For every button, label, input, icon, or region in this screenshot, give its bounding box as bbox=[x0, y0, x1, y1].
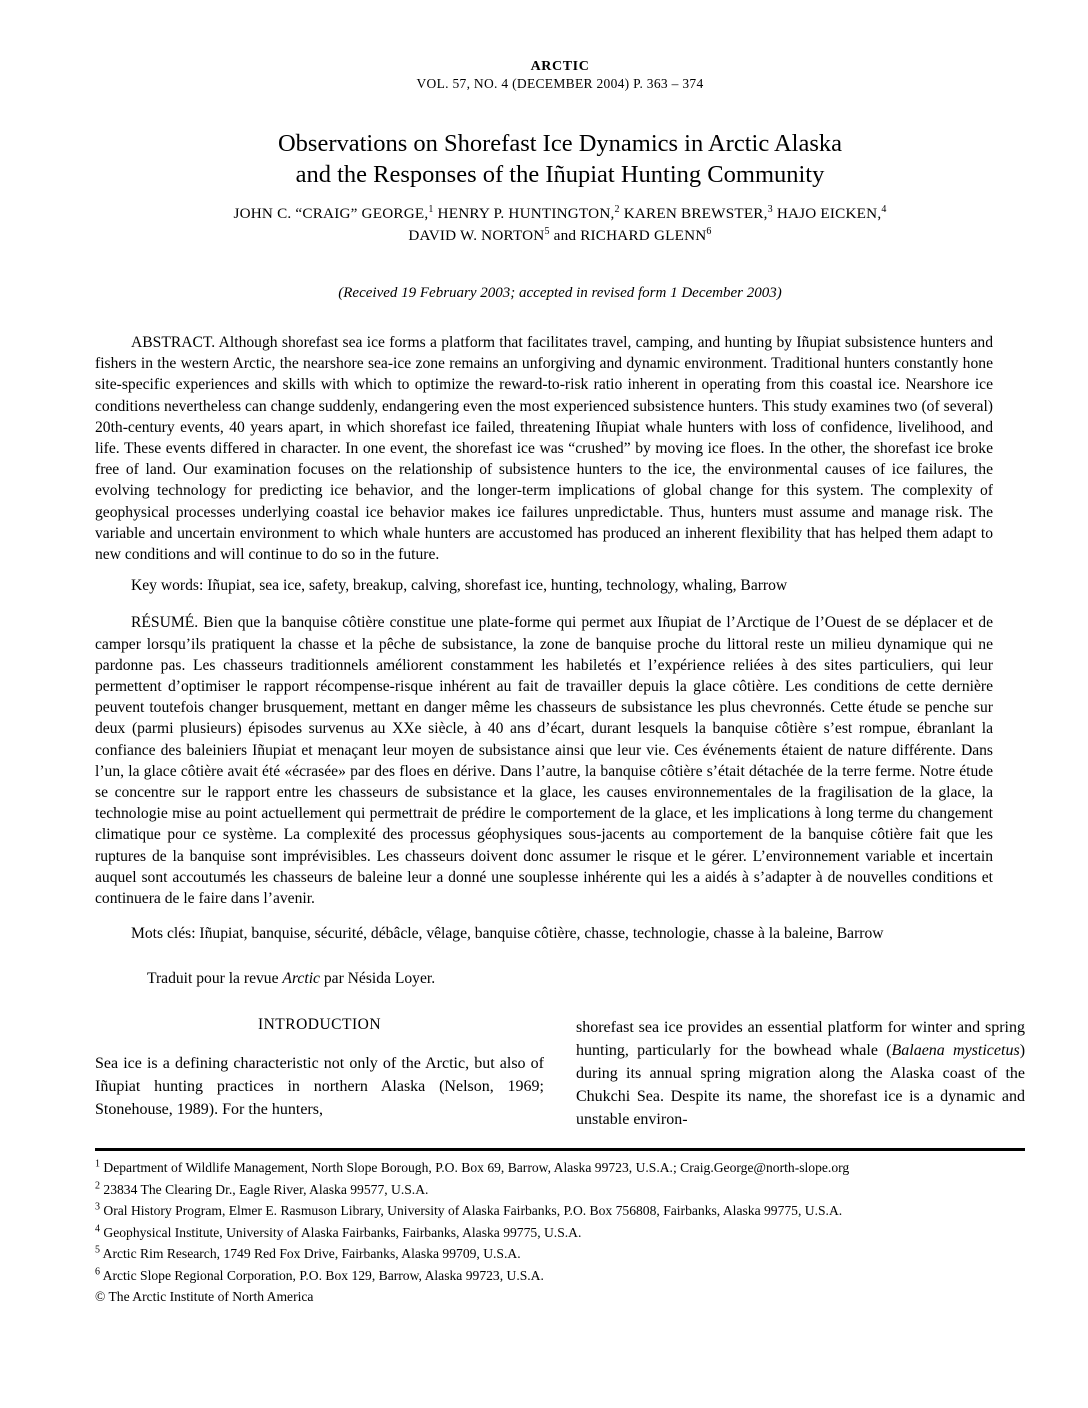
footnote-marker: 1 bbox=[95, 1158, 100, 1170]
footnote-text: Arctic Slope Regional Corporation, P.O. Box 129, Barrow, Alaska 99723, U.S.A. bbox=[100, 1267, 544, 1283]
left-column bbox=[95, 1016, 544, 1131]
footnote-marker: 6 bbox=[95, 1265, 100, 1277]
journal-issue-line: VOL. 57, NO. 4 (DECEMBER 2004) P. 363 – 374 bbox=[416, 76, 704, 91]
footnote-marker: 4 bbox=[95, 1223, 100, 1235]
keywords-line: Key words: Iñupiat, sea ice, safety, breakup, calving, shorefast ice, hunting, technology, whaling, Barrow bbox=[131, 577, 788, 595]
introduction-paragraph-left: Sea ice is a defining characteristic not only of the Arctic, but also of Iñupiat hunting practices in northern Alaska (Nelson, 1969; Stonehouse, 1989). For the hunters, bbox=[95, 1055, 544, 1119]
author-affiliation-marker: 5 bbox=[544, 225, 550, 237]
right-column bbox=[576, 1016, 1025, 1131]
footnote-affiliation bbox=[95, 1222, 1025, 1243]
mots-cles-line: Mots clés: Iñupiat, banquise, sécurité, débâcle, vêlage, banquise côtière, chasse, technologie, chasse à la baleine, Barrow bbox=[131, 925, 884, 943]
intro-right-post: ) during its annual spring migration along the Alaska coast of the Chukchi Sea. Despite its name, the shorefast ice is a dynamic and unstable environ- bbox=[576, 1042, 1026, 1129]
footnote-marker: 5 bbox=[95, 1244, 100, 1256]
footnote-divider-rule bbox=[95, 1148, 1025, 1151]
species-latin-name: Balaena mysticetus bbox=[891, 1042, 1020, 1060]
footnote-affiliation bbox=[95, 1265, 1025, 1286]
article-title bbox=[95, 128, 1025, 190]
author-affiliation-marker: 3 bbox=[767, 203, 773, 215]
introduction-paragraph-right bbox=[576, 1016, 1025, 1131]
footnote-text: Oral History Program, Elmer E. Rasmuson Library, University of Alaska Fairbanks, P.O. Box 756808, Fairbanks, Alaska 99775, U.S.A. bbox=[100, 1203, 843, 1219]
article-title-line2: and the Responses of the Iñupiat Hunting Community bbox=[295, 161, 825, 188]
translation-credit-journal: Arctic bbox=[282, 970, 320, 988]
author-affiliation-marker: 2 bbox=[614, 203, 620, 215]
article-title-line1: Observations on Shorefast Ice Dynamics in Arctic Alaska bbox=[277, 130, 843, 157]
author-name: DAVID W. NORTON bbox=[408, 227, 545, 244]
journal-header bbox=[95, 58, 1025, 92]
abstract-paragraph: ABSTRACT. Although shorefast sea ice forms a platform that facilitates travel, camping, and hunting by Iñupiat subsistence hunters and fishers in the western Arctic, the nearshore sea-ice zone remains an unforgiving and dynamic environment. Traditional hunters constantly hone site-specific experiences and skills with which to optimize the reward-to-risk ratio inherent in operating from this coastal ice. Nearshore ice conditions nevertheless can change suddenly, endangering even the most experienced subsistence hunters. This study examines two (of several) 20th-century events, 40 years apart, in which shorefast ice failed, threatening Iñupiat whale hunters with loss of confidence, livelihood, and life. These events differed in character. In one event, the shorefast ice was “crushed” by moving ice floes. In the other, the shorefast ice broke free of land. Our examination focuses on the relationship of subsistence hunters to the ice, the environmental causes of ice failures, the evolving technology for predicting ice behavior, and the longer-term implications of global change for this system. The complexity of geophysical processes underlying coastal ice behavior makes ice failures unpredictable. Thus, hunters must assume and manage risk. The variable and uncertain environment to which whale hunters are accustomed has produced an inherent flexibility that has helped them adapt to new conditions and will continue to do so in the future. bbox=[95, 334, 993, 564]
introduction-heading: INTRODUCTION bbox=[257, 1016, 382, 1034]
author-name: HENRY P. HUNTINGTON, bbox=[433, 205, 615, 222]
received-line: (Received 19 February 2003; accepted in revised form 1 December 2003) bbox=[338, 285, 782, 301]
footnote-affiliation bbox=[95, 1179, 1025, 1200]
footnote-marker: 3 bbox=[95, 1201, 100, 1213]
journal-name: ARCTIC bbox=[530, 59, 590, 74]
two-column-body bbox=[95, 1016, 1025, 1131]
footnote-affiliation bbox=[95, 1157, 1025, 1178]
resume-paragraph: RÉSUMÉ. Bien que la banquise côtière constitue une plate-forme qui permet aux Iñupiat de l’Arctique de l’Ouest de se déplacer et de camper lorsqu’ils pratiquent la chasse et la pêche de subsistance, la zone de banquise proche du littoral reste un milieu dynamique qui ne pardonne pas. Les chasseurs traditionnels améliorent constamment les habiletés et l’expérience reliées à des sites particuliers, qui leur permettent d’optimiser le rapport récompense-risque inhérent au fait de travailler depuis la glace côtière. Les conditions de cette dernière peuvent toutefois changer brusquement, mettant en danger même les chasseurs de subsistance les plus chevronnés. Cette étude se penche sur deux (parmi plusieurs) épisodes survenus au XXe siècle, à 40 ans d’écart, durant lesquels la banquise côtière s’est rompue, ébranlant la confiance des baleiniers Iñupiat et menaçant leur moyen de subsistance ainsi que leur vie. Ces événements étaient de nature différente. Dans l’un, la glace côtière avait été «écrasée» par des floes en dérive. Dans l’autre, la banquise côtière s’était détachée de la terre ferme. Notre étude se concentre sur le rapport entre les chasseurs de subsistance et la glace, les causes environnementales de la fragilisation de la glace, la technologie mise au point actuellement qui permettrait de prédire le comportement de la glace, et les implications à long terme du changement climatique pour ce système. La complexité des processus géophysiques sous-jacents au comportement de la banquise côtière fait que les ruptures de la banquise sont imprévisibles. Les chasseurs doivent donc assumer le risque et le gérer. L’environnement variable et incertain auquel sont accoutumés les chasseurs de baleine leur a donné une souplesse inhérente qui les a aidés à s’adapter à de nouvelles conditions et continuera de le faire dans l’avenir. bbox=[95, 614, 993, 908]
author-list bbox=[95, 203, 1025, 247]
translation-credit-post: par Nésida Loyer. bbox=[319, 970, 436, 988]
authors-line-2 bbox=[95, 225, 1025, 247]
author-name: and RICHARD GLENN bbox=[549, 227, 707, 244]
author-name: KAREN BREWSTER, bbox=[619, 205, 768, 222]
footnote-affiliation bbox=[95, 1243, 1025, 1264]
intro-right-pre: shorefast sea ice provides an essential platform for winter and spring hunting, particularly for the bowhead whale ( bbox=[576, 1019, 1025, 1060]
author-name: JOHN C. “CRAIG” GEORGE, bbox=[233, 205, 429, 222]
footnote-text: 23834 The Clearing Dr., Eagle River, Alaska 99577, U.S.A. bbox=[100, 1181, 429, 1197]
authors-line-1 bbox=[95, 203, 1025, 225]
author-affiliation-marker: 1 bbox=[428, 203, 434, 215]
footnote-affiliation bbox=[95, 1200, 1025, 1221]
translation-credit-pre: Traduit pour la revue bbox=[147, 970, 283, 988]
copyright-line: © The Arctic Institute of North America bbox=[95, 1288, 314, 1304]
footnote-text: Arctic Rim Research, 1749 Red Fox Drive, Fairbanks, Alaska 99709, U.S.A. bbox=[100, 1246, 521, 1262]
author-name: HAJO EICKEN, bbox=[772, 205, 882, 222]
translation-credit bbox=[95, 970, 993, 988]
author-affiliation-marker: 6 bbox=[706, 225, 712, 237]
footnote-text: Department of Wildlife Management, North Slope Borough, P.O. Box 69, Barrow, Alaska 99723, U.S.A.; Craig.George@north-slope.org bbox=[100, 1160, 850, 1176]
author-affiliation-marker: 4 bbox=[881, 203, 887, 215]
footnote-text: Geophysical Institute, University of Alaska Fairbanks, Fairbanks, Alaska 99775, U.S.A. bbox=[100, 1224, 582, 1240]
footnotes-block bbox=[95, 1157, 1025, 1307]
footnote-marker: 2 bbox=[95, 1180, 100, 1192]
